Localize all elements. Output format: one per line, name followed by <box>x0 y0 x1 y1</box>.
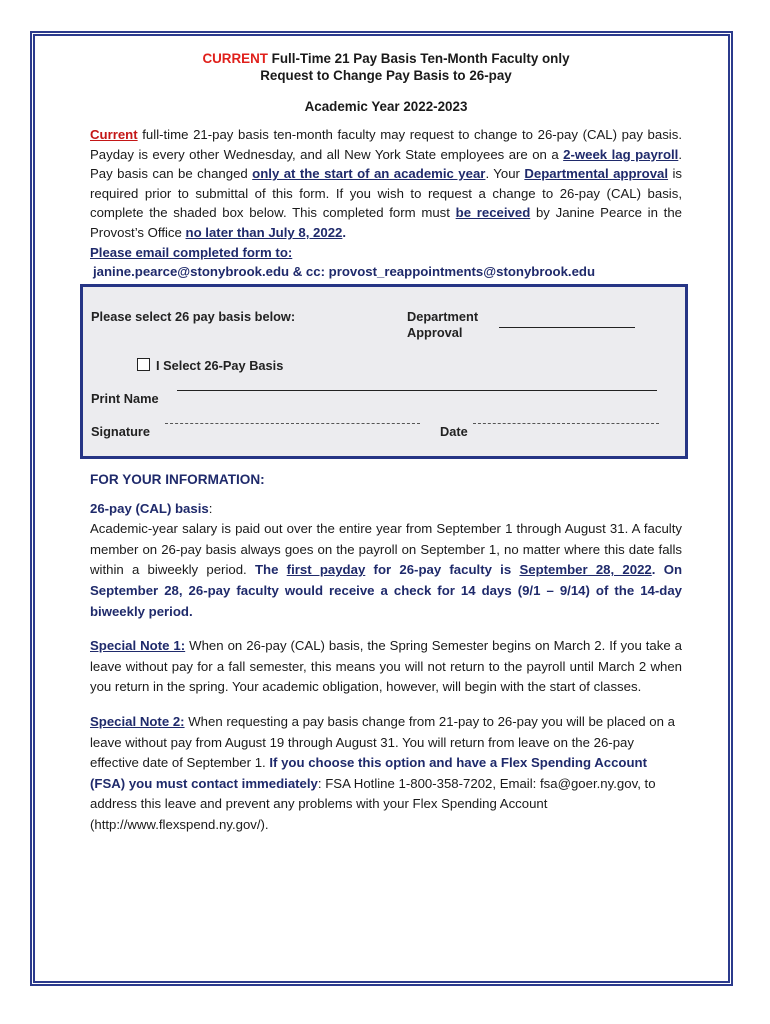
intro-dept-approval: Departmental approval <box>524 166 669 182</box>
header-section <box>90 50 682 282</box>
information-section <box>90 470 682 836</box>
basis-text-a: Academic-year salary is paid out over the entire year from September 1 through August 31. A faculty member on 26-pay basis always goes on the payroll on September 1, no matter where this date falls within a biweekly period. <box>90 521 682 578</box>
basis-text-c: . On September 28, 26-pay faculty would receive a check for 14 days (9/1 – 9/14) of the 14-day biweekly period. <box>90 562 683 619</box>
note2-text-b: : FSA Hotline 1-800-358-7202, Email: fsa@goer.ny.gov, to address this leave and prevent any problems with your Flex Spending Account (http://www.flexspend.ny.gov/). <box>90 775 656 832</box>
intro-text-4: is required prior to submittal of this form. If you wish to request a change to 26-pay (CAL) basis, complete the shaded box below. This completed form must <box>90 166 682 221</box>
special-note-2 <box>90 712 682 836</box>
dept-label-line1: Department <box>407 309 479 324</box>
email-addresses: janine.pearce@stonybrook.edu & cc: provost_reappointments@stonybrook.edu <box>93 264 596 280</box>
select-26-pay-checkbox[interactable] <box>137 358 150 371</box>
note2-bold: If you choose this option and have a Flex Spending Account (FSA) you must contact immediately <box>90 755 647 791</box>
date-field[interactable] <box>473 423 659 424</box>
title-rest: Full-Time 21 Pay Basis Ten-Month Faculty only <box>271 51 570 66</box>
date-label: Date <box>440 424 468 439</box>
intro-text-6: . <box>342 224 347 240</box>
page-title <box>90 50 682 84</box>
signature-label: Signature <box>91 424 151 439</box>
note2-heading: Special Note 2: <box>90 713 185 729</box>
signature-field[interactable] <box>165 423 420 424</box>
title-current: CURRENT <box>202 51 268 66</box>
select-label: Please select 26 pay basis below: <box>91 309 296 324</box>
title-line2: Request to Change Pay Basis to 26-pay <box>260 68 512 83</box>
intro-text-5: by Janine Pearce in the Provost’s Office <box>90 205 682 240</box>
intro-two-week: 2-week lag payroll <box>563 146 679 162</box>
intro-no-later: no later than July 8, 2022 <box>185 224 343 240</box>
intro-text-1: full-time 21-pay basis ten-month faculty may request to change to 26-pay (CAL) pay basis. Payday is every other Wednesday, and all New York State employees are on a <box>90 127 682 162</box>
checkbox-label: I Select 26-Pay Basis <box>156 358 284 373</box>
basis-colon: : <box>208 500 213 516</box>
intro-text-2: . Pay basis can be changed <box>90 146 682 182</box>
dept-approval-label <box>407 309 478 341</box>
basis-text-b: for 26-pay faculty is <box>365 562 520 578</box>
basis-heading: 26-pay (CAL) basis <box>90 500 209 516</box>
intro-paragraph <box>90 125 682 282</box>
dept-approval-field[interactable] <box>499 327 635 328</box>
basis-the: The <box>254 562 287 578</box>
print-name-field[interactable] <box>177 390 657 391</box>
basis-paragraph <box>90 499 682 623</box>
info-heading: FOR YOUR INFORMATION: <box>90 472 265 487</box>
dept-label-line2: Approval <box>407 325 463 340</box>
basis-sept-date: September 28, 2022 <box>519 562 652 578</box>
intro-current: Current <box>90 127 138 142</box>
request-form-box <box>80 284 688 459</box>
note1-text: When on 26-pay (CAL) basis, the Spring Semester begins on March 2. If you take a leave without pay for a fall semester, this means you will not return to the payroll until March 2 when you return in the spring. Your academic obligation, however, will begin with the start of classes. <box>90 638 682 695</box>
basis-first-payday: first payday <box>286 562 366 578</box>
note1-heading: Special Note 1: <box>90 638 186 654</box>
intro-text-3: . Your <box>485 166 525 182</box>
print-name-label: Print Name <box>91 391 159 406</box>
intro-be-received: be received <box>455 205 531 221</box>
special-note-1 <box>90 636 682 698</box>
academic-year: Academic Year 2022-2023 <box>304 99 468 114</box>
select-26-pay-option[interactable] <box>137 358 283 373</box>
intro-only-start: only at the start of an academic year <box>252 166 486 182</box>
note2-text-a: When requesting a pay basis change from 21-pay to 26-pay you will be placed on a leave without pay from August 19 through August 31. You will return from leave on the 26-pay effective date of September 1. <box>90 713 675 771</box>
email-heading: Please email completed form to: <box>90 244 293 260</box>
